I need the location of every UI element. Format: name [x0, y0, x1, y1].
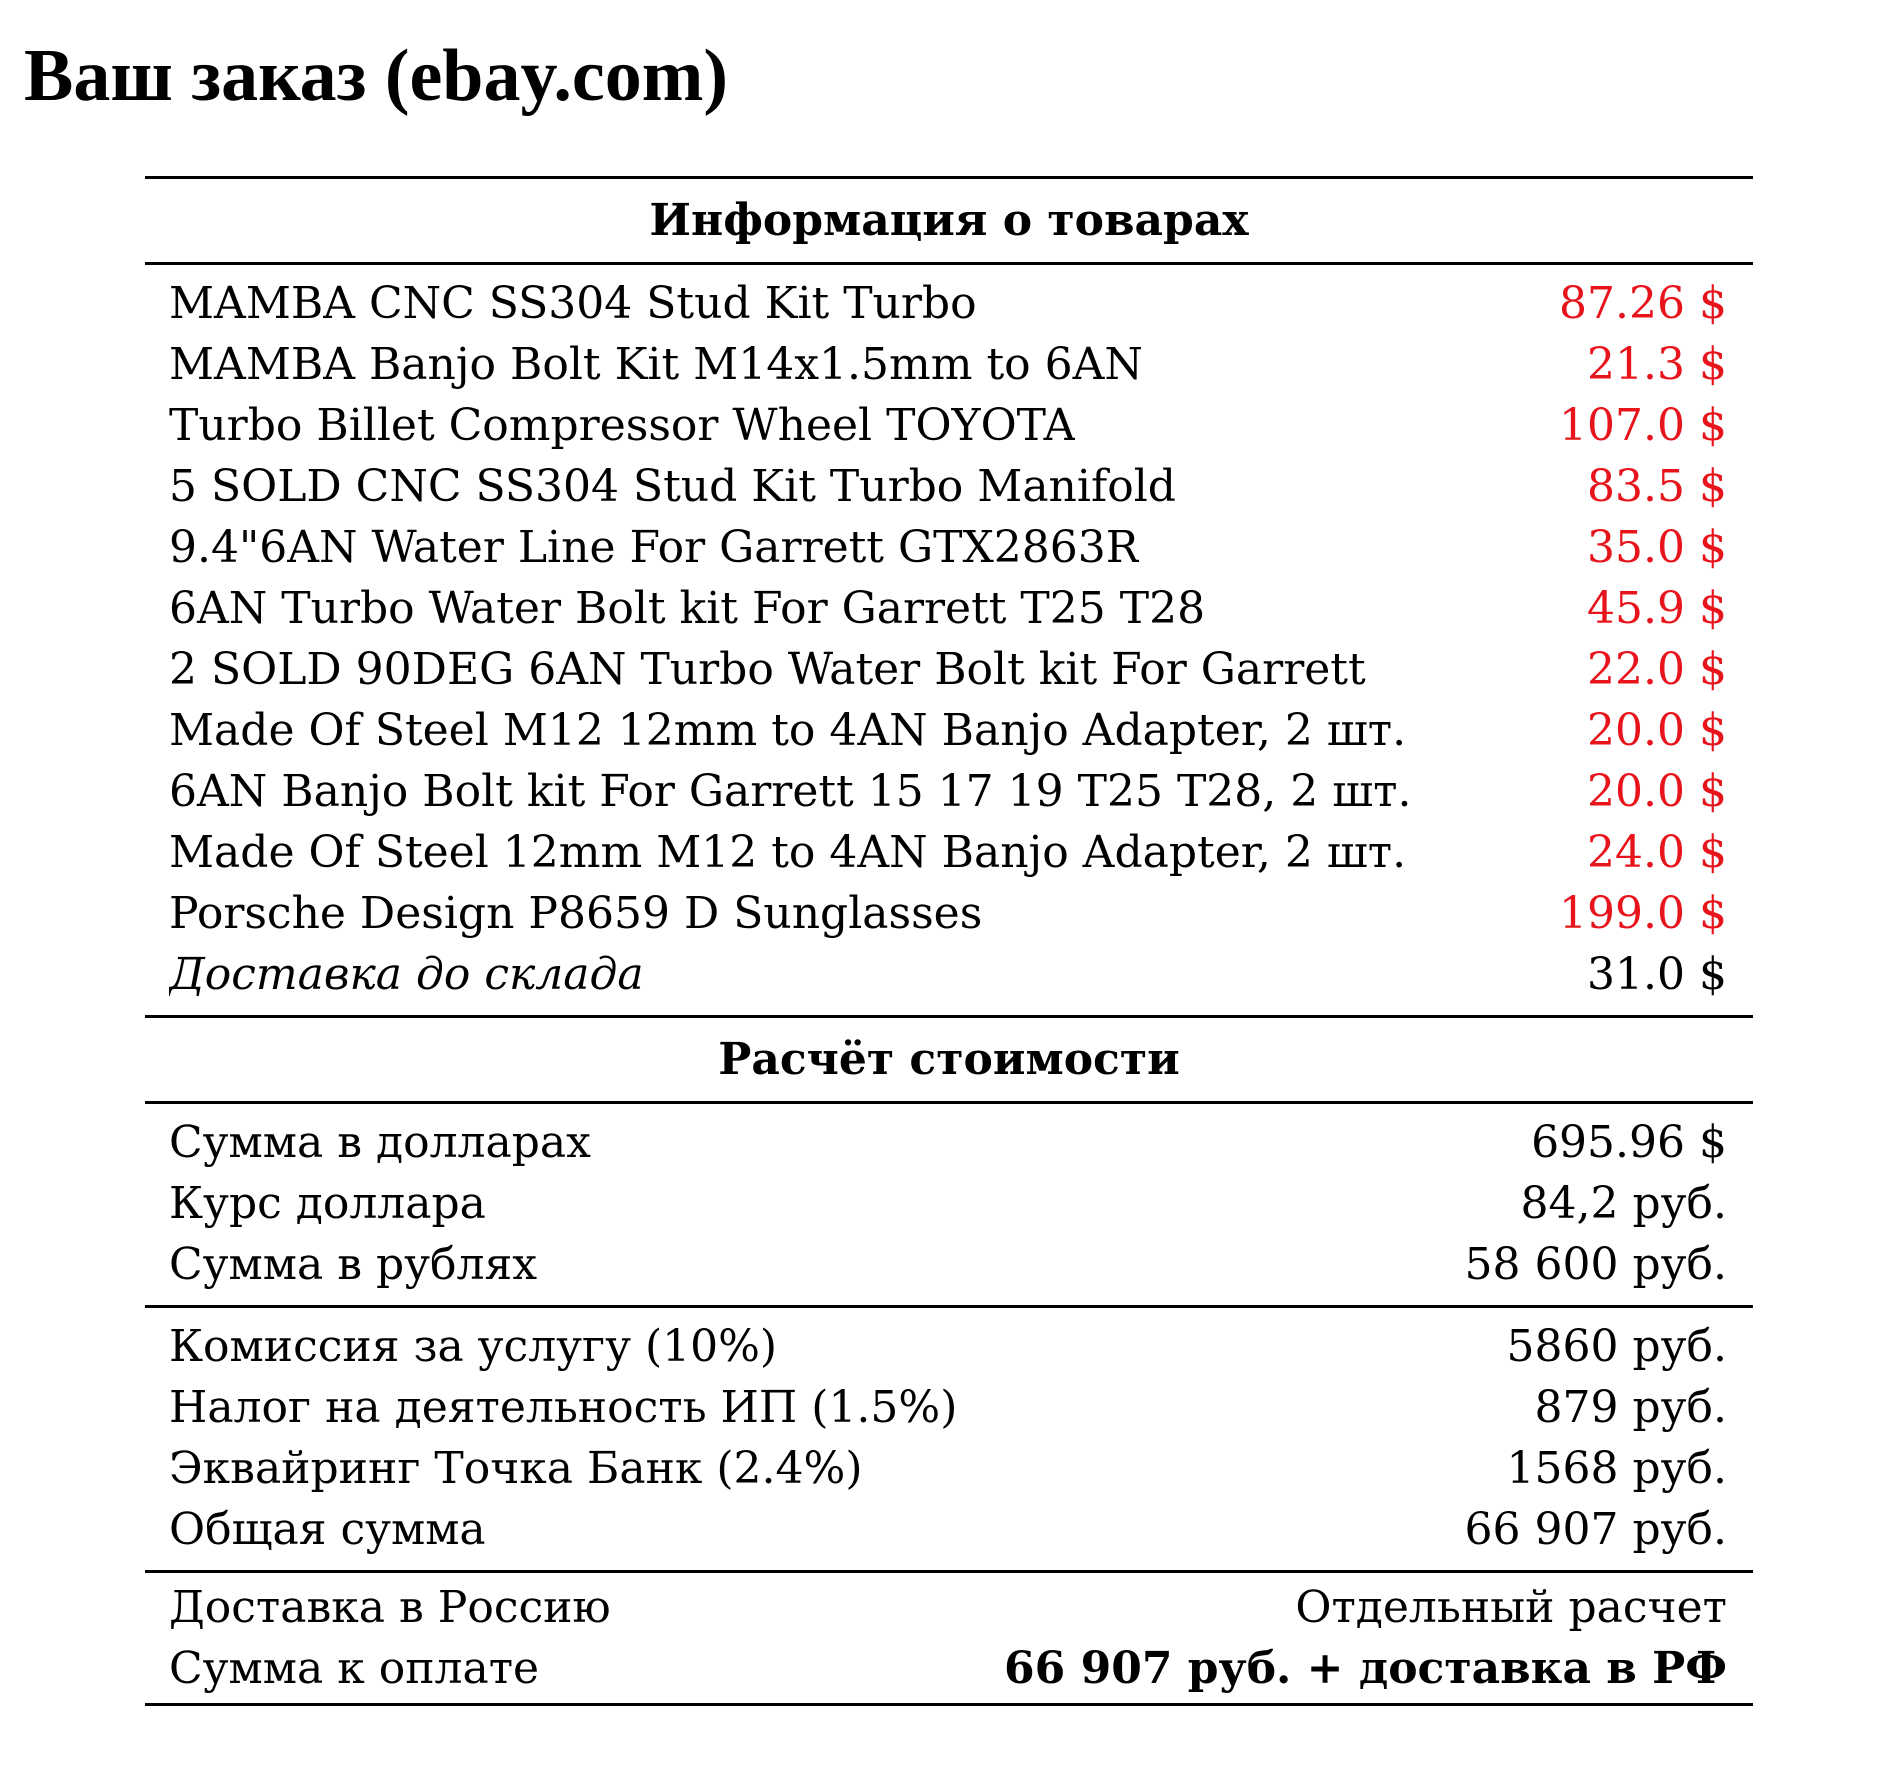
- calc-row-sum-usd: [145, 1112, 1753, 1173]
- product-price: 83.5 $: [1587, 461, 1727, 512]
- calc-label: Сумма в долларах: [169, 1117, 591, 1168]
- calculation-group-payment: [145, 1573, 1753, 1703]
- order-table: [145, 176, 1753, 1706]
- calc-value: 1568 руб.: [1506, 1443, 1727, 1494]
- product-name: Porsche Design P8659 D Sunglasses: [169, 888, 983, 939]
- shipping-to-warehouse-row: [145, 944, 1753, 1005]
- calc-value: 58 600 руб.: [1464, 1239, 1727, 1290]
- calc-row-acquiring: [145, 1438, 1753, 1499]
- product-row: [145, 700, 1753, 761]
- calc-value: 695.96 $: [1531, 1117, 1727, 1168]
- calc-label: Эквайринг Точка Банк (2.4%): [169, 1443, 863, 1494]
- calc-value: 84,2 руб.: [1520, 1178, 1727, 1229]
- calc-value: 879 руб.: [1534, 1382, 1727, 1433]
- calculation-group-fees: [145, 1308, 1753, 1570]
- calc-row-commission: [145, 1316, 1753, 1377]
- product-row: [145, 639, 1753, 700]
- calc-row-sum-rub: [145, 1234, 1753, 1295]
- bottom-rule: [145, 1703, 1753, 1706]
- product-name: Made Of Steel 12mm M12 to 4AN Banjo Adapter, 2 шт.: [169, 827, 1407, 878]
- product-name: Turbo Billet Compressor Wheel TOYOTA: [169, 400, 1076, 451]
- product-row: [145, 456, 1753, 517]
- calc-row-shipping-russia: [145, 1577, 1753, 1638]
- calc-label: Комиссия за услугу (10%): [169, 1321, 778, 1372]
- product-price: 199.0 $: [1559, 888, 1727, 939]
- product-name: 9.4"6AN Water Line For Garrett GTX2863R: [169, 522, 1139, 573]
- product-price: 45.9 $: [1587, 583, 1727, 634]
- calculation-header: Расчёт стоимости: [718, 1034, 1180, 1085]
- calc-row-exchange-rate: [145, 1173, 1753, 1234]
- calc-label: Курс доллара: [169, 1178, 486, 1229]
- calc-label: Сумма в рублях: [169, 1239, 538, 1290]
- calc-label: Общая сумма: [169, 1504, 486, 1555]
- calc-label: Налог на деятельность ИП (1.5%): [169, 1382, 958, 1433]
- product-row: [145, 395, 1753, 456]
- product-price: 21.3 $: [1587, 339, 1727, 390]
- calc-label: Сумма к оплате: [169, 1643, 540, 1694]
- products-list: [145, 265, 1753, 1015]
- product-row: [145, 761, 1753, 822]
- product-price: 20.0 $: [1587, 766, 1727, 817]
- product-row: [145, 334, 1753, 395]
- product-row: [145, 578, 1753, 639]
- product-row: [145, 517, 1753, 578]
- product-price: 87.26 $: [1559, 278, 1727, 329]
- product-name: 6AN Turbo Water Bolt kit For Garrett T25 T28: [169, 583, 1206, 634]
- product-name: Made Of Steel M12 12mm to 4AN Banjo Adapter, 2 шт.: [169, 705, 1407, 756]
- product-row: [145, 273, 1753, 334]
- product-name: MAMBA CNC SS304 Stud Kit Turbo: [169, 278, 977, 329]
- product-name: 5 SOLD CNC SS304 Stud Kit Turbo Manifold: [169, 461, 1176, 512]
- shipping-to-warehouse-label: Доставка до склада: [169, 949, 644, 1000]
- product-row: [145, 822, 1753, 883]
- product-price: 22.0 $: [1587, 644, 1727, 695]
- product-price: 20.0 $: [1587, 705, 1727, 756]
- calc-row-tax: [145, 1377, 1753, 1438]
- shipping-to-warehouse-value: 31.0 $: [1587, 949, 1727, 1000]
- product-name: 2 SOLD 90DEG 6AN Turbo Water Bolt kit For Garrett: [169, 644, 1366, 695]
- calc-value: Отдельный расчет: [1295, 1582, 1727, 1633]
- product-name: 6AN Banjo Bolt kit For Garrett 15 17 19 T25 T28, 2 шт.: [169, 766, 1412, 817]
- product-price: 24.0 $: [1587, 827, 1727, 878]
- calc-row-total: [145, 1499, 1753, 1560]
- calc-label: Доставка в Россию: [169, 1582, 611, 1633]
- calc-row-amount-due: [145, 1638, 1753, 1699]
- page-title: Ваш заказ (ebay.com): [24, 35, 729, 117]
- calc-value: 5860 руб.: [1506, 1321, 1727, 1372]
- product-row: [145, 883, 1753, 944]
- calculation-group-dollars: [145, 1104, 1753, 1305]
- product-name: MAMBA Banjo Bolt Kit M14x1.5mm to 6AN: [169, 339, 1143, 390]
- products-header: Информация о товарах: [649, 195, 1249, 246]
- product-price: 107.0 $: [1559, 400, 1727, 451]
- product-price: 35.0 $: [1587, 522, 1727, 573]
- calc-value: 66 907 руб.: [1464, 1504, 1727, 1555]
- amount-due-value: 66 907 руб. + доставка в РФ: [1004, 1643, 1727, 1694]
